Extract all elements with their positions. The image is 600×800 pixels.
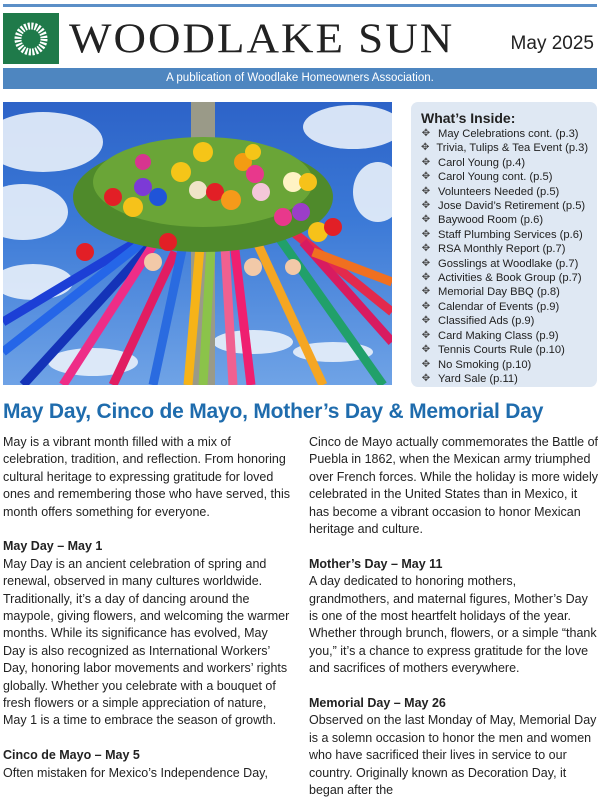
diamond-bullet-icon: ✥ [421,286,431,298]
toc-item[interactable]: ✥ Yard Sale (p.11) [421,372,518,385]
toc-item[interactable]: ✥ No Smoking (p.10) [421,358,532,371]
toc-item[interactable]: ✥ Classified Ads (p.9) [421,315,535,328]
top-rule [3,4,597,7]
newsletter-title: WOODLAKE SUN [69,14,455,62]
section-heading: May Day – May 1 [3,539,103,554]
article-column-right [309,434,599,800]
masthead [3,13,597,63]
article-column-left [3,434,293,799]
diamond-bullet-icon: ✥ [421,171,431,183]
section-memorial-day [309,695,599,799]
toc-item[interactable]: ✥ Card Making Class (p.9) [421,329,559,342]
section-heading: Cinco de Mayo – May 5 [3,748,140,763]
toc-item[interactable]: ✥ Staff Plumbing Services (p.6) [421,228,583,241]
section-body: May Day is an ancient celebration of spring and renewal, observed in many cultures worldwide. Traditionally, it’s a day of dancing around the maypole, giving flowers, and welcoming the warmer months. While its significance has evolved, May Day is also recognized as International Workers’ Day, honoring labor movements and workers’ rights globally. Whether you celebrate with a bouquet of fresh flowers or a simple appreciation of nature, May 1 is a time to embrace the season of growth. [3,556,290,728]
toc-item[interactable]: ✥ Carol Young cont. (p.5) [421,171,553,184]
toc-item[interactable]: ✥ Tennis Courts Rule (p.10) [421,344,565,357]
diamond-bullet-icon: ✥ [421,243,431,255]
toc-item[interactable]: ✥ Volunteers Needed (p.5) [421,185,560,198]
section-heading: Mother’s Day – May 11 [309,556,443,571]
toc-item[interactable]: ✥ Trivia, Tulips & Tea Event (p.3) [421,142,589,155]
section-body-continued: Cinco de Mayo actually commemorates the Battle of Puebla in 1862, when the Mexican army triumphed over French forces. While the holiday is more widely celebrated in the United States than in Mexico, it has become a vibrant occasion to honor Mexican heritage and culture. [309,435,599,537]
diamond-bullet-icon: ✥ [421,156,431,168]
diamond-bullet-icon: ✥ [421,358,431,370]
section-body: Observed on the last Monday of May, Memorial Day is a solemn occasion to honor the men and women who have sacrificed their lives in service to our country. Originally known as Decoration Day, it began after the [309,713,597,798]
toc-item[interactable]: ✥ Jose David’s Retirement (p.5) [421,200,586,213]
section-heading: Memorial Day – May 26 [309,696,446,711]
sunburst-logo-icon [3,13,59,64]
toc-item[interactable]: ✥ RSA Monthly Report (p.7) [421,243,566,256]
diamond-bullet-icon: ✥ [421,315,431,327]
publication-banner: A publication of Woodlake Homeowners Association. [3,68,597,89]
diamond-bullet-icon: ✥ [421,200,431,212]
whats-inside-heading: What’s Inside: [421,110,516,126]
toc-item[interactable]: ✥ Activities & Book Group (p.7) [421,272,582,285]
section-cinco-de-mayo [3,747,293,782]
diamond-bullet-icon: ✥ [421,372,431,384]
diamond-bullet-icon: ✥ [421,214,431,226]
section-mothers-day [309,556,599,678]
diamond-bullet-icon: ✥ [421,142,430,154]
maypole-photo [3,102,392,385]
issue-date: May 2025 [510,33,594,54]
diamond-bullet-icon: ✥ [421,300,431,312]
article-headline: May Day, Cinco de Mayo, Mother’s Day & Memorial Day [3,400,544,423]
whats-inside-box [411,102,597,387]
toc-item[interactable]: ✥ May Celebrations cont. (p.3) [421,128,579,140]
diamond-bullet-icon: ✥ [421,329,431,341]
diamond-bullet-icon: ✥ [421,344,431,356]
toc-item[interactable]: ✥ Gosslings at Woodlake (p.7) [421,257,579,270]
section-body: A day dedicated to honoring mothers, grandmothers, and maternal figures, Mother’s Day is one of the most heartfelt holidays of the year. Whether through brunch, flowers, or a simple “thank you,” it’s a chance to express gratitude for the love and sacrifices of mothers everywhere. [309,574,597,676]
diamond-bullet-icon: ✥ [421,228,431,240]
article-intro: May is a vibrant month filled with a mix of celebration, tradition, and reflection. From honoring cultural heritage to expressing gratitude for loved ones and remembering those who have served, this month offers something for everyone. [3,435,290,519]
toc-item[interactable]: ✥ Baywood Room (p.6) [421,214,544,227]
toc-item[interactable]: ✥ Memorial Day BBQ (p.8) [421,286,560,299]
diamond-bullet-icon: ✥ [421,272,431,284]
toc-item[interactable]: ✥ Calendar of Events (p.9) [421,300,560,313]
section-body: Often mistaken for Mexico’s Independence Day, [3,765,268,780]
diamond-bullet-icon: ✥ [421,257,431,269]
section-may-day [3,538,293,729]
toc-item[interactable]: ✥ Carol Young (p.4) [421,156,526,169]
diamond-bullet-icon: ✥ [421,128,431,139]
whats-inside-list [421,127,587,386]
diamond-bullet-icon: ✥ [421,185,431,197]
